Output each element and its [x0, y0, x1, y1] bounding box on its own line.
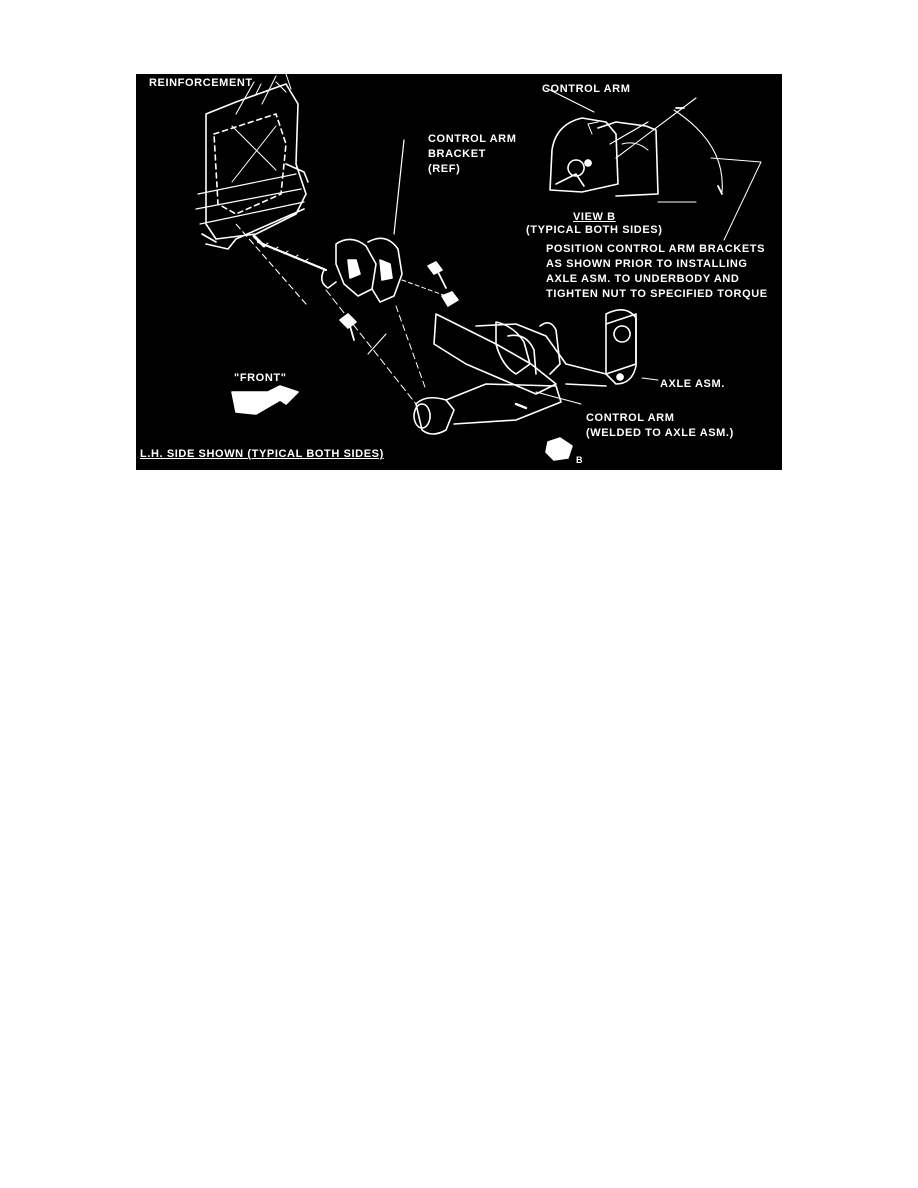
label-bracket-line3: (REF) [428, 163, 461, 175]
note-line1: POSITION CONTROL ARM BRACKETS [546, 243, 766, 255]
suspension-diagram [136, 74, 782, 470]
label-view-b-sub: (TYPICAL BOTH SIDES) [526, 224, 663, 236]
control-arm-bracket [322, 140, 404, 302]
note-line4: TIGHTEN NUT TO SPECIFIED TORQUE [546, 288, 768, 300]
long-bolt [254, 236, 326, 270]
label-bracket-line1: CONTROL ARM [428, 133, 517, 145]
label-view-b: VIEW B [573, 211, 616, 223]
label-axle-asm: AXLE ASM. [660, 378, 725, 390]
reinforcement-panel [196, 74, 308, 249]
note-line2: AS SHOWN PRIOR TO INSTALLING [546, 258, 748, 270]
label-view-marker: B [576, 455, 584, 465]
label-lh-side: L.H. SIDE SHOWN (TYPICAL BOTH SIDES) [140, 448, 384, 460]
label-control-arm-top: CONTROL ARM [542, 83, 631, 95]
label-control-arm-bottom-line2: (WELDED TO AXLE ASM.) [586, 427, 734, 439]
label-control-arm-bottom-line1: CONTROL ARM [586, 412, 675, 424]
view-marker-arrow-icon [546, 438, 572, 460]
label-bracket-line2: BRACKET [428, 148, 486, 160]
note-line3: AXLE ASM. TO UNDERBODY AND [546, 273, 740, 285]
label-reinforcement: REINFORCEMENT [149, 77, 253, 89]
front-arrow-icon [232, 386, 298, 414]
label-front: "FRONT" [234, 372, 287, 384]
